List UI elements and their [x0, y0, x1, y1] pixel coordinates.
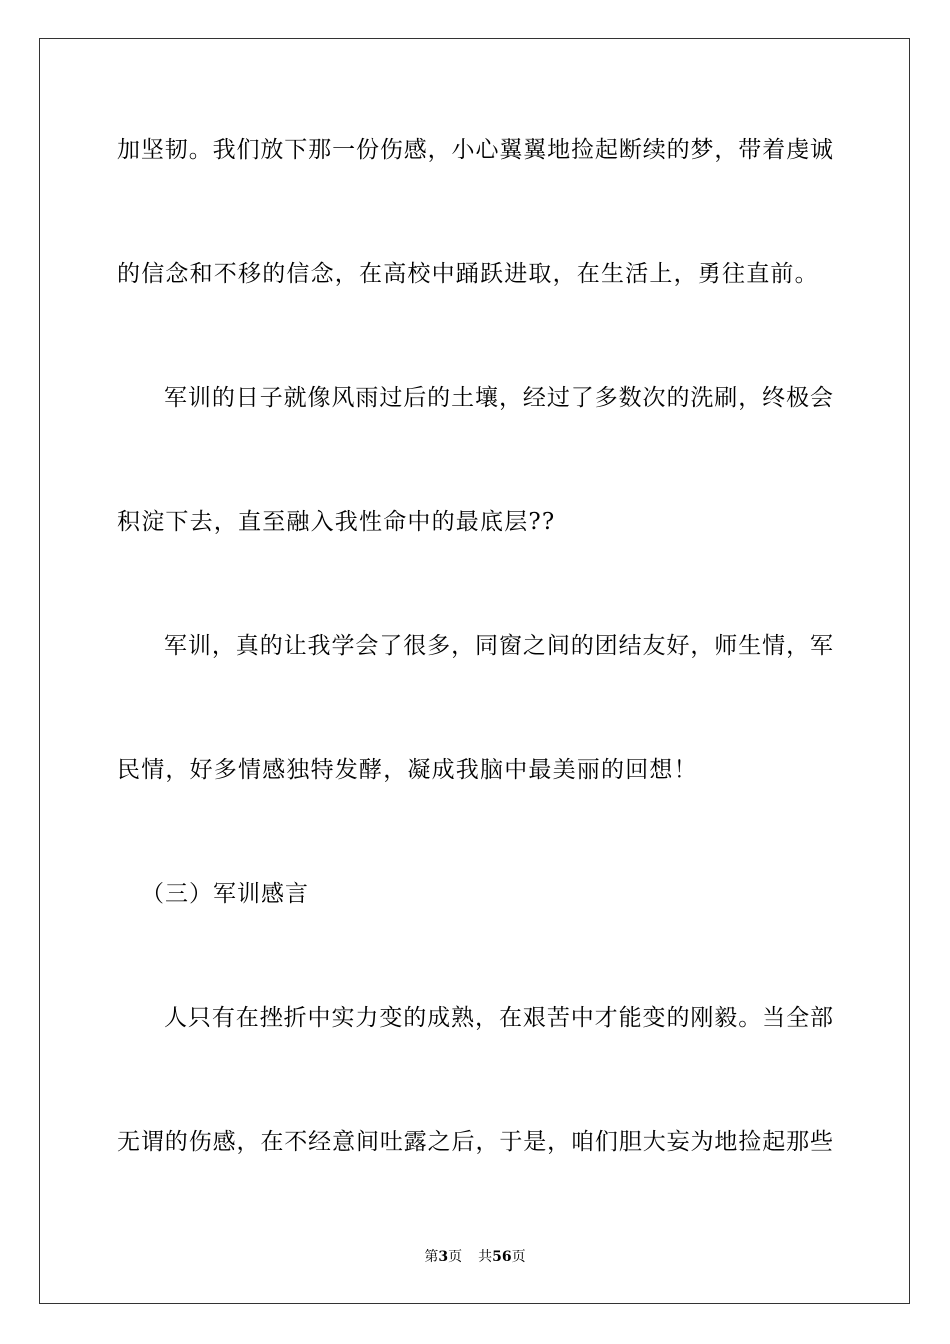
footer-total-suffix: 页	[511, 1249, 526, 1265]
paragraph-2-line-1: 军训的日子就像风雨过后的土壤，经过了多数次的洗刷，终极会	[164, 385, 833, 411]
footer-total-pages: 56	[492, 1249, 512, 1265]
paragraph-4-line-1: 人只有在挫折中实力变的成熟，在艰苦中才能变的刚毅。当全部	[164, 1005, 833, 1031]
paragraph-2-line-2: 积淀下去，直至融入我性命中的最底层??	[117, 509, 556, 535]
footer-total-prefix: 共	[478, 1249, 493, 1265]
paragraph-3-line-1: 军训，真的让我学会了很多，同窗之间的团结友好，师生情，军	[164, 633, 833, 659]
footer-page-number: 3	[438, 1249, 449, 1265]
page-border	[39, 38, 910, 1304]
paragraph-4-line-2: 无谓的伤感，在不经意间吐露之后，于是，咱们胆大妄为地捡起那些	[117, 1129, 833, 1155]
page-footer	[0, 1248, 950, 1266]
paragraph-3-line-2: 民情，好多情感独特发酵，凝成我脑中最美丽的回想！	[117, 757, 698, 783]
paragraph-1-line-2: 的信念和不移的信念，在高校中踊跃进取，在生活上，勇往直前。	[117, 261, 819, 287]
footer-page-prefix: 第	[424, 1249, 439, 1265]
paragraph-1-line-1: 加坚韧。我们放下那一份伤感，小心翼翼地捡起断续的梦，带着虔诚	[117, 137, 833, 163]
footer-page-suffix: 页	[448, 1249, 463, 1265]
section-heading: （三）军训感言	[141, 881, 309, 907]
